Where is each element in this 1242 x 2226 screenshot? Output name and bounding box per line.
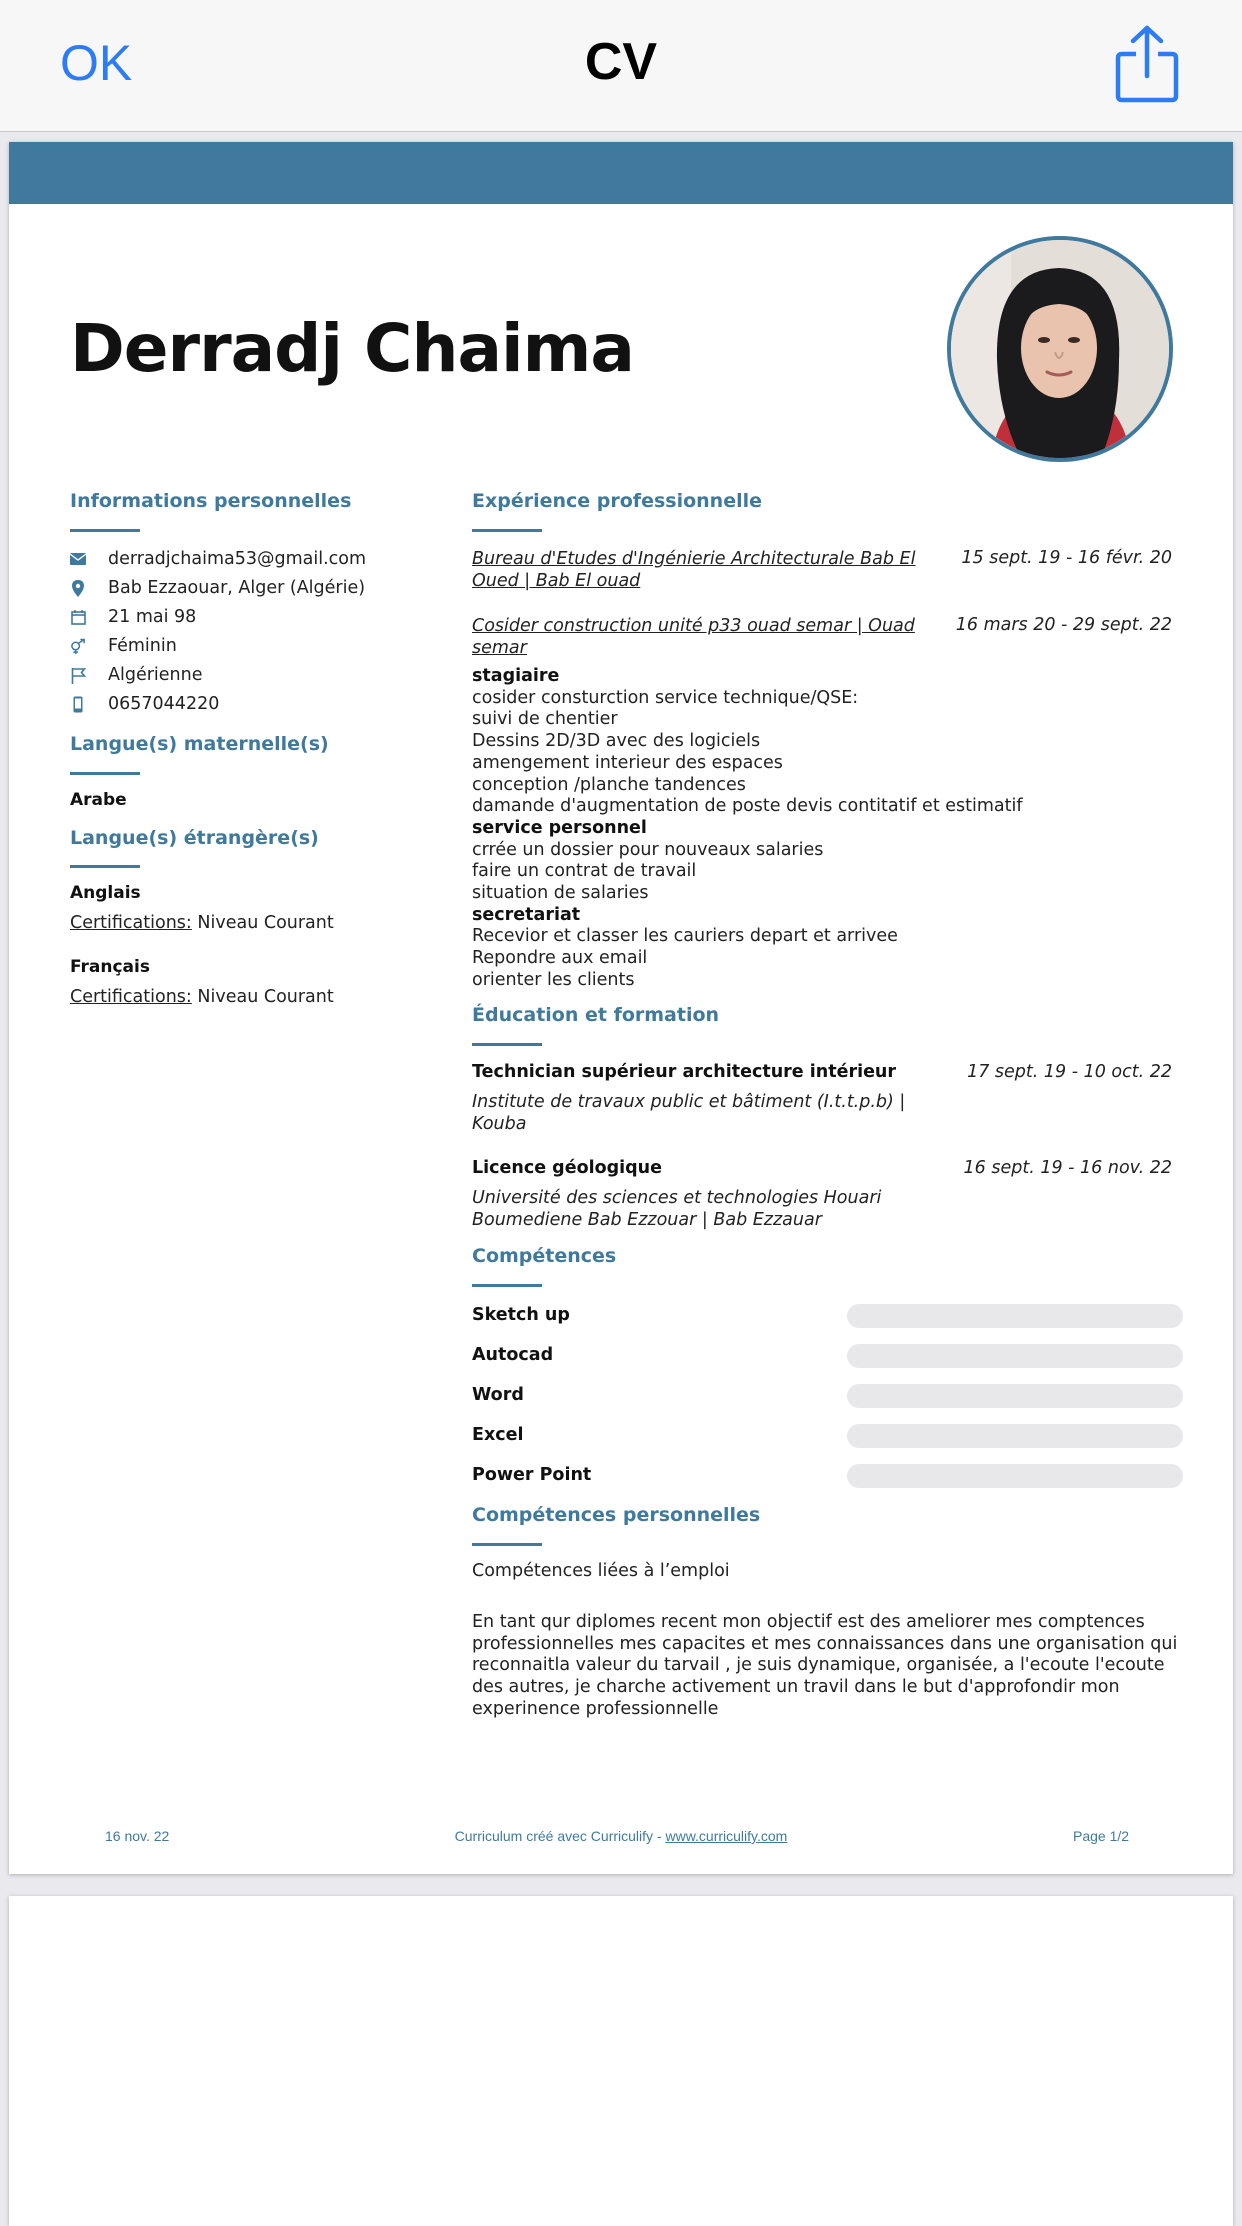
- native-language-item: Arabe: [70, 790, 127, 810]
- skill-name: Excel: [472, 1425, 524, 1445]
- calendar-icon: [70, 608, 86, 626]
- gender-row: [70, 633, 177, 659]
- portrait-image: [951, 240, 1169, 458]
- skill-level-bar: [847, 1344, 1183, 1368]
- personal-info-title: Informations personnelles: [70, 490, 352, 512]
- section-underline: [472, 1284, 542, 1287]
- education-institution: Université des sciences et technologies Houari Boumediene Bab Ezzouar | Bab Ezzauar: [472, 1188, 882, 1230]
- detail-line: orienter les clients: [472, 969, 635, 990]
- detail-line: situation de salaries: [472, 883, 649, 904]
- foreign-language-title: Langue(s) étrangère(s): [70, 827, 319, 849]
- share-icon: [1114, 24, 1180, 104]
- language-name: Français: [70, 957, 150, 977]
- profile-photo: [947, 236, 1173, 462]
- personal-skills-text: En tant qur diplomes recent mon objectif est des ameliorer mes comptences professionnelles mes capacites et mes connaissances dans une organisation qui reconnaitla valeur du tarvail , je suis dynamique, organisée, a l'ecoute l'ecoute des autres, je charche activement un travil dans le but d'approfondir mon experinence professionnelle: [472, 1612, 1178, 1719]
- skill-name: Autocad: [472, 1345, 554, 1365]
- section-underline: [472, 1543, 542, 1546]
- personal-skills-title: Compétences personnelles: [472, 1504, 761, 1526]
- envelope-icon: [70, 550, 86, 568]
- share-button[interactable]: [1114, 24, 1180, 104]
- skill-level-bar: [847, 1464, 1183, 1488]
- detail-line: faire un contrat de travail: [472, 861, 697, 882]
- certification-level: Niveau Courant: [197, 913, 334, 933]
- section-underline: [70, 772, 140, 775]
- phone-row: [70, 691, 219, 717]
- skill-level-bar: [847, 1424, 1183, 1448]
- detail-line: cosider consturction service technique/QSE:: [472, 687, 859, 708]
- experience-org: Cosider construction unité p33 ouad semar | Ouad semar: [472, 616, 915, 658]
- experience-title: Expérience professionnelle: [472, 490, 762, 512]
- gender-icon: [70, 637, 86, 655]
- section-underline: [472, 1043, 542, 1046]
- skill-name: Word: [472, 1385, 524, 1405]
- language-certification: [70, 987, 334, 1007]
- experience-org: Bureau d'Etudes d'Ingénierie Architecturale Bab El Oued | Bab El ouad: [472, 549, 916, 591]
- gender-text: Féminin: [108, 636, 177, 656]
- role-heading: secretariat: [472, 904, 581, 925]
- detail-line: Repondre aux email: [472, 948, 648, 969]
- experience-details: [472, 666, 1172, 992]
- section-underline: [70, 529, 140, 532]
- detail-line: conception /planche tandences: [472, 774, 746, 795]
- credit-text: Curriculum créé avec Curriculify -: [454, 1828, 666, 1844]
- section-underline: [70, 865, 140, 868]
- nationality-text: Algérienne: [108, 665, 203, 685]
- certification-label: Certifications:: [70, 987, 192, 1007]
- nav-title: CV: [584, 33, 658, 91]
- cv-page-1: [9, 142, 1233, 1874]
- detail-line: Dessins 2D/3D avec des logiciels: [472, 731, 761, 752]
- detail-line: amengement interieur des espaces: [472, 752, 783, 773]
- education-title: Éducation et formation: [472, 1004, 720, 1026]
- footer-page-number: Page 1/2: [1073, 1828, 1130, 1844]
- email-text[interactable]: derradjchaima53@gmail.com: [108, 549, 367, 569]
- role-heading: stagiaire: [472, 666, 560, 686]
- cv-page-2: [9, 1896, 1233, 2226]
- phone-text[interactable]: 0657044220: [108, 694, 220, 714]
- language-name: Anglais: [70, 883, 141, 903]
- skill-level-bar: [847, 1384, 1183, 1408]
- birthdate-row: [70, 604, 196, 630]
- skill-name: Sketch up: [472, 1305, 570, 1325]
- flag-icon: [70, 666, 86, 684]
- footer-credit: [9, 1828, 1233, 1844]
- detail-line: crrée un dossier pour nouveaux salaries: [472, 839, 824, 860]
- role-heading: service personnel: [472, 817, 647, 838]
- header-band: [9, 142, 1233, 204]
- education-institution: Institute de travaux public et bâtiment (I.t.t.p.b) | Kouba: [472, 1092, 906, 1134]
- location-pin-icon: [70, 579, 86, 597]
- candidate-name: Derradj Chaima: [70, 310, 634, 387]
- address-row: [70, 575, 365, 601]
- mobile-phone-icon: [70, 695, 86, 713]
- footer-date: 16 nov. 22: [105, 1828, 170, 1844]
- skills-title: Compétences: [472, 1245, 617, 1267]
- nationality-row: [70, 662, 202, 688]
- curriculify-link[interactable]: www.curriculify.com: [665, 1828, 788, 1844]
- certification-label: Certifications:: [70, 913, 192, 933]
- experience-dates: 15 sept. 19 - 16 févr. 20: [961, 548, 1172, 568]
- ok-button[interactable]: OK: [60, 35, 133, 91]
- education-degree: Licence géologique: [472, 1158, 663, 1178]
- address-text: Bab Ezzaouar, Alger (Algérie): [108, 578, 366, 598]
- skill-level-bar: [847, 1304, 1183, 1328]
- language-certification: [70, 913, 334, 933]
- detail-line: Recevior et classer les cauriers depart et arrivee: [472, 926, 898, 947]
- personal-skills-subtitle: Compétences liées à l’emploi: [472, 1561, 730, 1581]
- detail-line: damande d'augmentation de poste devis contitatif et estimatif: [472, 796, 1023, 817]
- navigation-bar: [0, 0, 1242, 132]
- education-degree: Technician supérieur architecture intérieur: [472, 1062, 897, 1082]
- section-underline: [472, 529, 542, 532]
- birthdate-text: 21 mai 98: [108, 607, 197, 627]
- detail-line: suivi de chentier: [472, 709, 618, 730]
- native-language-title: Langue(s) maternelle(s): [70, 733, 329, 755]
- education-dates: 16 sept. 19 - 16 nov. 22: [963, 1158, 1172, 1178]
- education-dates: 17 sept. 19 - 10 oct. 22: [967, 1062, 1172, 1082]
- certification-level: Niveau Courant: [197, 987, 334, 1007]
- skill-name: Power Point: [472, 1465, 592, 1485]
- email-row: [70, 546, 366, 572]
- experience-dates: 16 mars 20 - 29 sept. 22: [955, 615, 1172, 635]
